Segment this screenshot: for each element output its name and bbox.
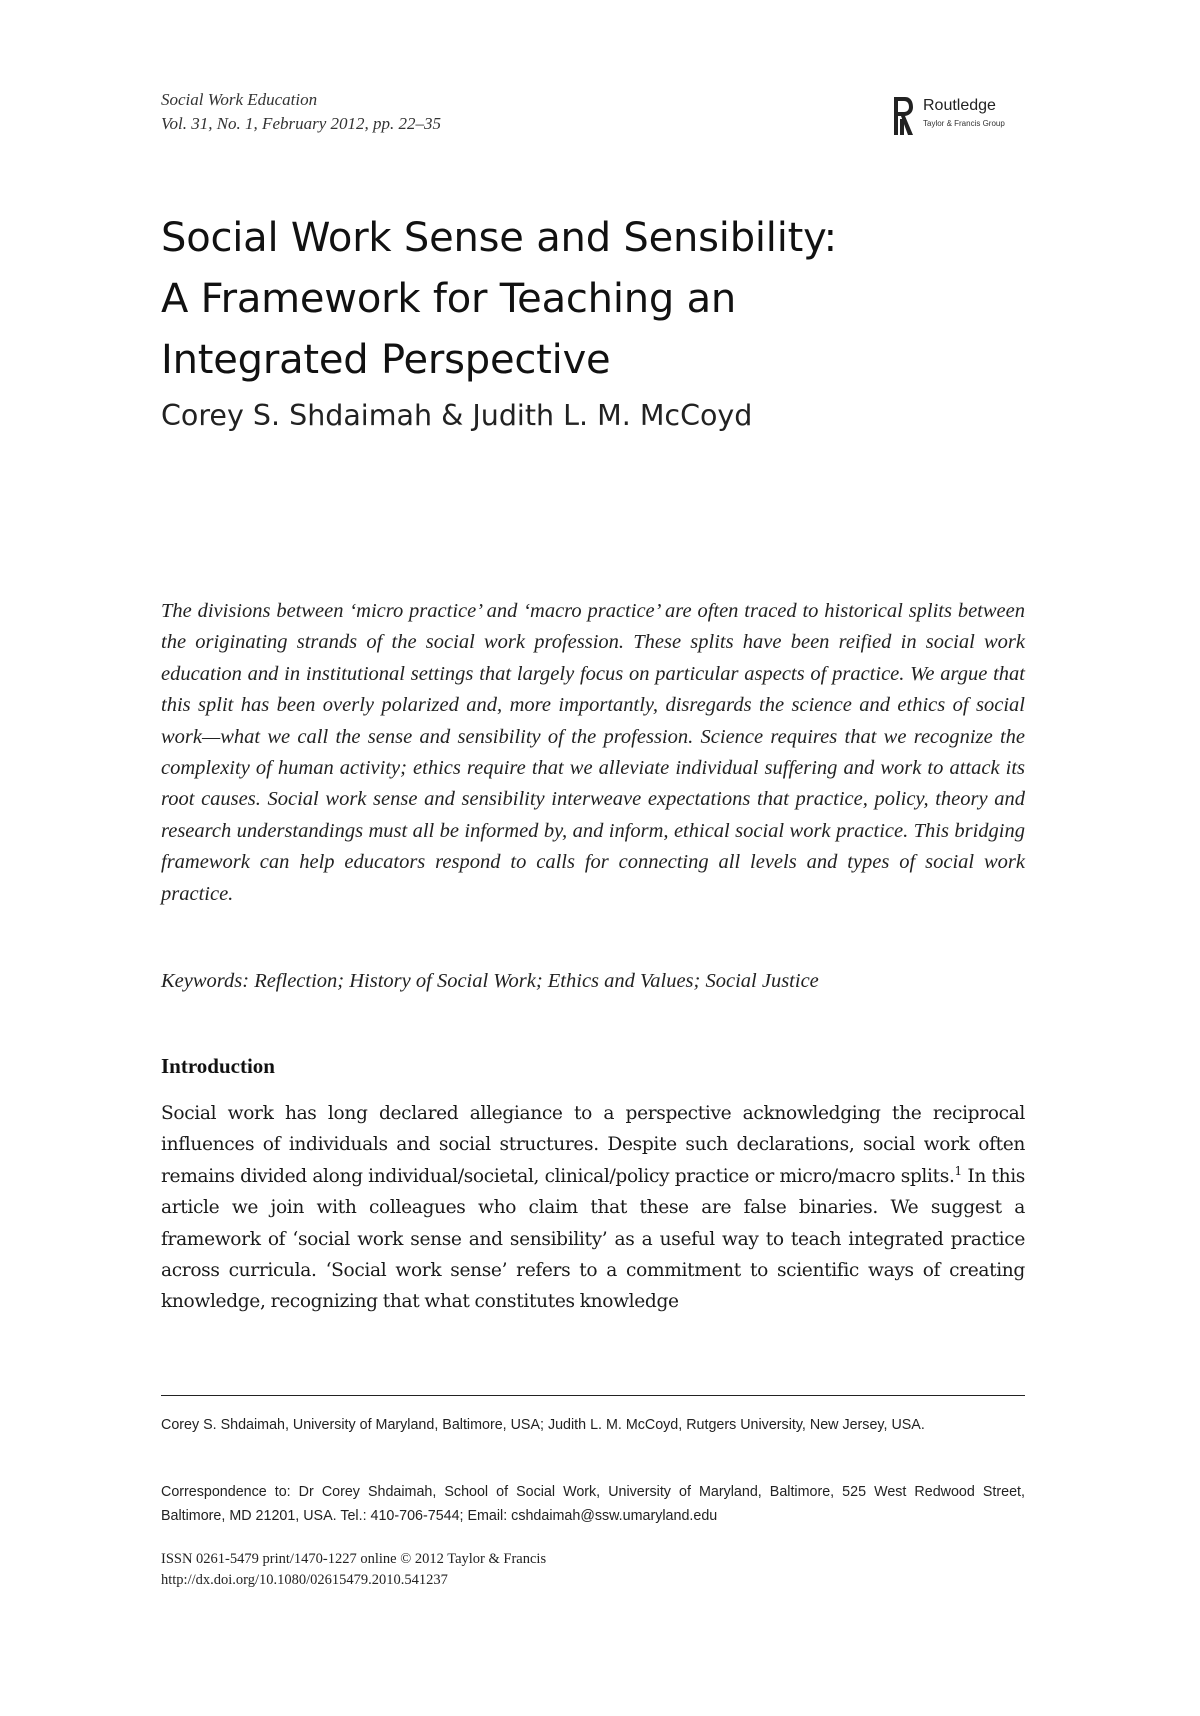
footnote-divider: [161, 1395, 1025, 1396]
publisher-tagline: Taylor & Francis Group: [923, 119, 1005, 128]
abstract: The divisions between ‘micro practice’ and ‘macro practice’ are often traced to historical splits between the originating strands of the social work profession. These splits have been reified in social work education and in institutional settings that largely focus on particular aspects of practice. We argue that this split has been overly polarized and, more importantly, disregards the science and ethics of social work—what we call the sense and sensibility of the profession. Science requires that we recognize the complexity of human activity; ethics require that we alleviate individual suffering and work to attack its root causes. Social work sense and sensibility interweave expectations that practice, policy, theory and research understandings must all be informed by, and inform, ethical social work practice. This bridging framework can help educators respond to calls for connecting all levels and types of social work practice.: [161, 600, 1025, 905]
correspondence-note: Correspondence to: Dr Corey Shdaimah, School of Social Work, University of Maryland, Baltimore, 525 West Redwood Street, Baltimore, MD 21201, USA. Tel.: 410-706-7544; Email: cshdaimah@ssw.umaryland.edu: [161, 1484, 1025, 1524]
introduction-paragraph: [161, 1098, 1025, 1318]
section-heading-introduction: Introduction: [161, 1054, 275, 1078]
title-line: Integrated Perspective: [161, 337, 611, 383]
journal-citation: Vol. 31, No. 1, February 2012, pp. 22–35: [161, 114, 442, 133]
journal-name: Social Work Education: [161, 90, 318, 109]
publication-info: [161, 1549, 546, 1591]
article-title: [161, 208, 837, 391]
title-line: A Framework for Teaching an: [161, 276, 737, 322]
intro-text: In this article we join with colleagues who claim that these are false binaries. We suggest a framework of ‘social work sense and sensibility’ as a useful way to teach integrated practice across curricula. ‘Social work sense’ refers to a commitment to scientific ways of creating knowledge, recognizing that what constitutes knowledge: [161, 1165, 1026, 1313]
author-affiliation: Corey S. Shdaimah, University of Maryland, Baltimore, USA; Judith L. M. McCoyd, Rutgers University, New Jersey, USA.: [161, 1417, 925, 1433]
journal-header: [161, 88, 441, 136]
keywords: Keywords: Reflection; History of Social Work; Ethics and Values; Social Justice: [161, 970, 819, 992]
publisher-name: Routledge: [923, 97, 996, 114]
publisher-logo: [893, 95, 1033, 137]
article-authors: Corey S. Shdaimah & Judith L. M. McCoyd: [161, 399, 753, 432]
footnote-marker[interactable]: 1: [954, 1163, 962, 1178]
issn-line: ISSN 0261-5479 print/1470-1227 online © 2012 Taylor & Francis: [161, 1551, 547, 1567]
doi-link[interactable]: http://dx.doi.org/10.1080/02615479.2010.541237: [161, 1572, 448, 1588]
intro-text: Social work has long declared allegiance to a perspective acknowledging the reciprocal influences of individuals and social structures. Despite such declarations, social work often remains divided along individual/societal, clinical/policy practice or micro/macro splits.: [161, 1103, 1025, 1187]
routledge-r-logo-icon: [893, 95, 915, 137]
title-line: Social Work Sense and Sensibility:: [161, 215, 837, 261]
